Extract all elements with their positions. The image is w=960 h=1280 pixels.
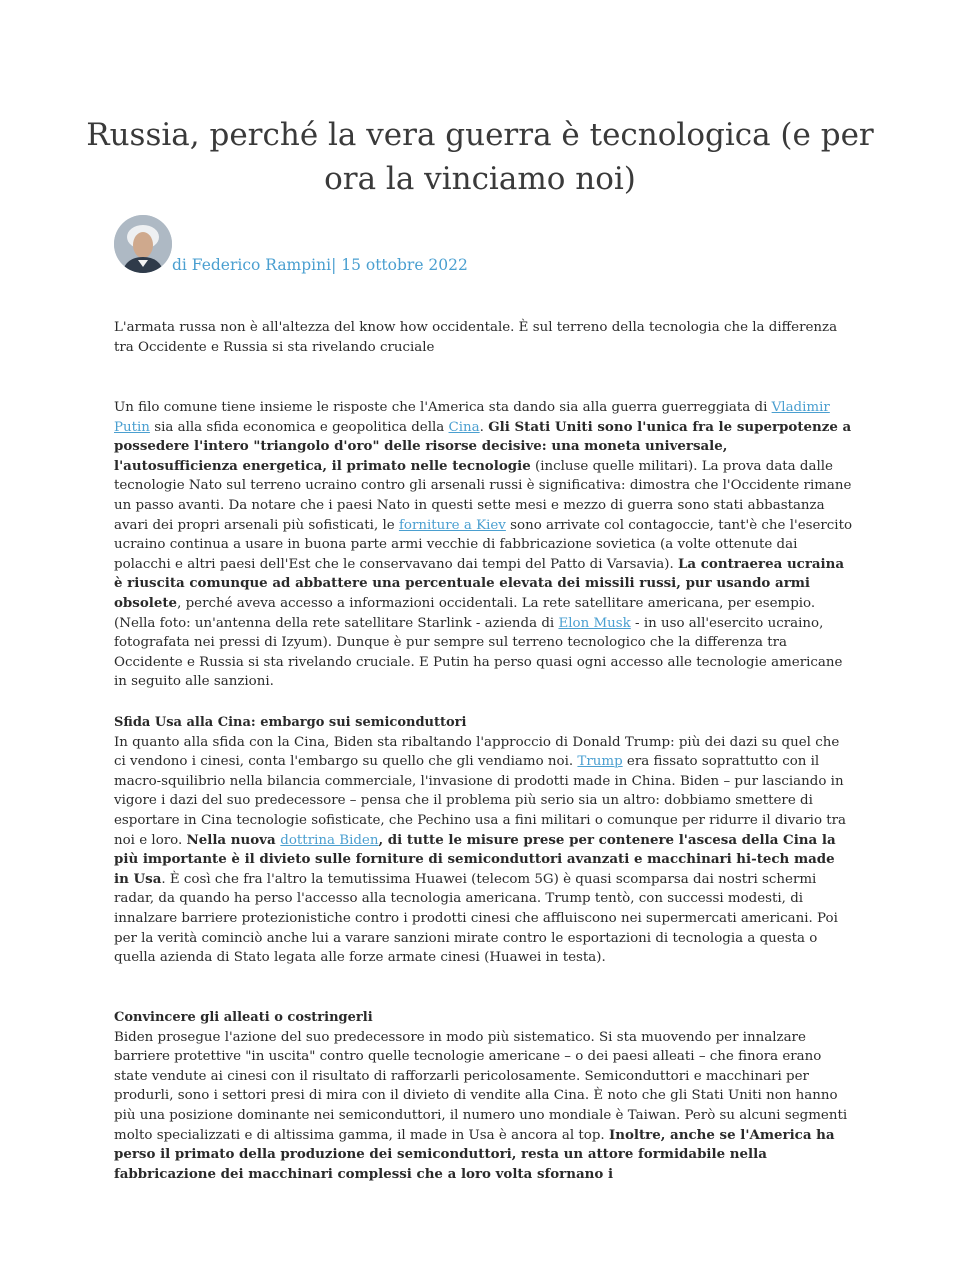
article-byline: di Federico Rampini| 15 ottobre 2022	[172, 256, 468, 274]
bold-run: Nella nuova	[186, 831, 281, 848]
text-run: . È così che fra l'altro la temutissima Huawei (telecom 5G) è quasi scomparsa dai nostri schermi radar, da quando ha perso l'accesso alla tecnologia americana. Trump tentò, con successi modesti, di innalzare barriere protezionistiche contro i prodotti cinesi che affluiscono nei supermercati americani. Poi per la verità cominciò anche lui a varare sanzioni mirate contro le esportazioni di tecnologia a questa o quella azienda di Stato legata alle forze armate cinesi (Huawei in testa).	[114, 871, 838, 966]
link-trump[interactable]: Trump	[577, 754, 623, 770]
section-heading: Convincere gli alleati o costringerli	[114, 1010, 373, 1025]
article-lead: L'armata russa non è all'altezza del know how occidentale. È sul terreno della tecnologia che la differenza tra Occidente e Russia si sta rivelando cruciale	[114, 320, 838, 355]
text-run: (incluse quelle militari). La prova data dalle tecnologie Nato sul terreno ucraino contro gli arsenali russi è significativa: dimostra che l'Occidente rimane un passo avanti. Da notare che i paesi Nato in questi sette mesi e mezzo di guerra sono stati abbastanza avari dei propri arsenali più sofisticati, le	[114, 458, 852, 533]
link-forniture-kiev[interactable]: forniture a Kiev	[398, 517, 506, 533]
link-cina[interactable]: Cina	[448, 419, 480, 435]
text-run: sia alla sfida economica e geopolitica della	[149, 419, 449, 435]
bold-run: La contraerea ucraina è riuscita comunque ad abbattere una percentuale elevata dei missili russi, pur usando armi obsolete	[114, 555, 845, 611]
text-run: In quanto alla sfida con la Cina, Biden sta ribaltando l'approccio di Donald Trump: più dei dazi su quel che ci vendono i cinesi, conta l'embargo su quello che gli vendiamo noi.	[114, 734, 840, 770]
text-run: .	[479, 419, 489, 435]
author-avatar	[114, 215, 172, 273]
link-dottrina-biden[interactable]: dottrina Biden	[280, 832, 379, 848]
text-run: era fissato soprattutto con il macro-squilibrio nella bilancia commerciale, l'invasione di prodotti made in China. Biden – pur lasciando in vigore i dazi del suo predecessore – pensa che il problema più serio sia un altro: dobbiamo smettere di esportare in Cina tecnologie sofisticate, che Pechino usa a fini militari o comunque per ridurre il divario tra noi e loro.	[114, 754, 847, 848]
article-title: Russia, perché la vera guerra è tecnologica (e per ora la vinciamo noi)	[86, 117, 874, 197]
text-run: Un filo comune tiene insieme le risposte che l'America sta dando sia alla guerra guerreggiata di	[114, 400, 772, 415]
link-vladimir-putin[interactable]: Vladimir Putin	[114, 400, 830, 435]
text-run: , perché aveva accesso a informazioni occidentali. La rete satellitare americana, per esempio. (Nella foto: un'antenna della rete satellitare Starlink - azienda di	[114, 595, 816, 631]
bold-run: Gli Stati Uniti sono l'unica fra le superpotenze a possedere l'intero "triangolo d'oro" delle risorse decisive: una moneta universale, l'autosufficienza energetica, il primato nelle tecnologie	[114, 418, 852, 474]
bold-run: Inoltre, anche se l'America ha perso il primato della produzione dei semiconduttori, resta un attore formidabile nella fabbricazione dei macchinari complessi che a loro volta sfornano i	[114, 1126, 835, 1182]
section-heading: Sfida Usa alla Cina: embargo sui semiconduttori	[114, 715, 467, 730]
text-run: sono arrivate col contagoccie, tant'è che l'esercito ucraino continua a usare in buona parte armi vecchie di fabbricazione sovietica (a volte ottenute dai polacchi e altri paesi dell'Est che le conservavano dai tempi del Patto di Varsavia).	[114, 517, 853, 572]
paragraph-3	[114, 1008, 854, 1184]
paragraph-1	[114, 398, 854, 692]
text-run: - in uso all'esercito ucraino, fotografata nei pressi di Izyum). Dunque è pur sempre sul terreno tecnologico che la differenza tra Occidente e Russia si sta rivelando cruciale. E Putin ha perso quasi ogni accesso alle tecnologie americane in seguito alle sanzioni.	[114, 615, 843, 690]
text-run: Biden prosegue l'azione del suo predecessore in modo più sistematico. Si sta muovendo per innalzare barriere protettive "in uscita" contro quelle tecnologie americane – o dei paesi alleati – che finora erano state vendute ai cinesi con il risultato di rafforzarli pericolosamente. Semiconduttori e macchinari per produrli, sono i settori presi di mira con il divieto di vendite alla Cina. È noto che gli Stati Uniti non hanno più una posizione dominante nei semiconduttori, il numero uno mondiale è Taiwan. Però su alcuni segmenti molto specializzati e di altissima gamma, il made in Usa è ancora al top.	[114, 1029, 848, 1143]
bold-run: , di tutte le misure prese per contenere l'ascesa della Cina la più importante è il divieto sulle forniture di semiconduttori avanzati e macchinari hi-tech made in Usa	[114, 831, 836, 887]
paragraph-2	[114, 713, 854, 968]
link-elon-musk[interactable]: Elon Musk	[558, 615, 631, 631]
